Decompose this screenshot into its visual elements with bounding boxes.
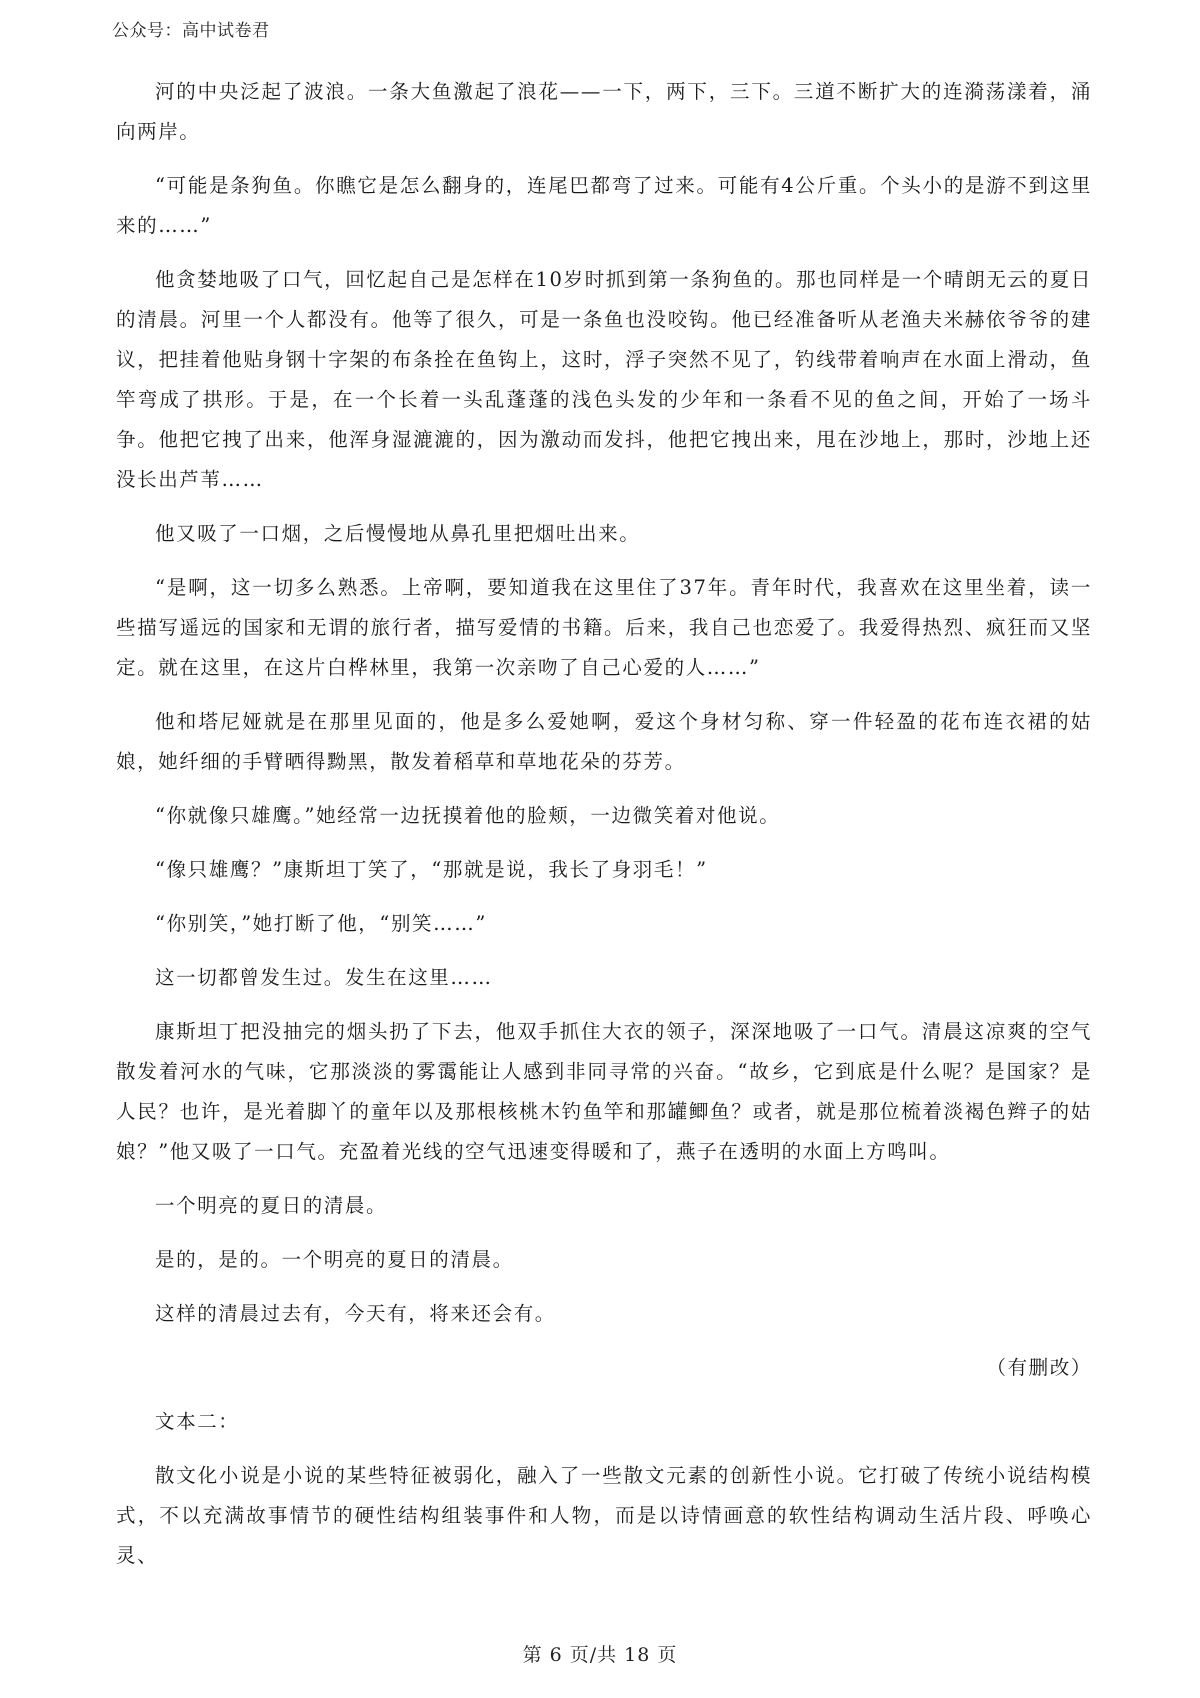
paragraph: 是的，是的。一个明亮的夏日的清晨。 xyxy=(155,1248,514,1271)
page-number: 第 6 页/共 18 页 xyxy=(522,1644,678,1666)
paragraph: 他又吸了一口烟，之后慢慢地从鼻孔里把烟吐出来。 xyxy=(155,522,641,545)
document-body xyxy=(116,72,1092,1590)
paragraph: 康斯坦丁把没抽完的烟头扔了下去，他双手抓住大衣的领子，深深地吸了一口气。清晨这凉爽的空气散发着河水的气味，它那淡淡的雾霭能让人感到非同寻常的兴奋。“故乡，它到底是什么呢？是国家？是人民？也许，是光着脚丫的童年以及那根核桃木钓鱼竿和那罐鲫鱼？或者，就是那位梳着淡褐色辫子的姑娘？”他又吸了一口气。充盈着光线的空气迅速变得暖和了，燕子在透明的水面上方鸣叫。 xyxy=(116,1020,1092,1163)
paragraph: 一个明亮的夏日的清晨。 xyxy=(155,1194,388,1217)
paragraph: 河的中央泛起了波浪。一条大鱼激起了浪花——一下，两下，三下。三道不断扩大的连漪荡漾着，涌向两岸。 xyxy=(116,80,1092,143)
paragraph: 散文化小说是小说的某些特征被弱化，融入了一些散文元素的创新性小说。它打破了传统小说结构模式，不以充满故事情节的硬性结构组装事件和人物，而是以诗情画意的软性结构调动生活片段、呼唤心灵、 xyxy=(116,1464,1092,1567)
paragraph: “是啊，这一切多么熟悉。上帝啊，要知道我在这里住了37年。青年时代，我喜欢在这里坐着，读一些描写遥远的国家和无谓的旅行者，描写爱情的书籍。后来，我自己也恋爱了。我爱得热烈、疯狂而又坚定。就在这里，在这片白桦林里，我第一次亲吻了自己心爱的人……” xyxy=(116,576,1092,679)
paragraph: “你就像只雄鹰。”她经常一边抚摸着他的脸颊，一边微笑着对他说。 xyxy=(155,804,781,827)
paragraph: “可能是条狗鱼。你瞧它是怎么翻身的，连尾巴都弯了过来。可能有4公斤重。个头小的是游不到这里来的……” xyxy=(116,174,1092,237)
paragraph: 他贪婪地吸了口气，回忆起自己是怎样在10岁时抓到第一条狗鱼的。那也同样是一个晴朗无云的夏日的清晨。河里一个人都没有。他等了很久，可是一条鱼也没咬钩。他已经准备听从老渔夫米赫依爷爷的建议，把挂着他贴身钢十字架的布条拴在鱼钩上，这时，浮子突然不见了，钓线带着响声在水面上滑动，鱼竿弯成了拱形。于是，在一个长着一头乱蓬蓬的浅色头发的少年和一条看不见的鱼之间，开始了一场斗争。他把它拽了出来，他浑身湿漉漉的，因为激动而发抖，他把它拽出来，甩在沙地上，那时，沙地上还没长出芦苇…… xyxy=(116,268,1092,491)
page-header: 公众号：高中试卷君 xyxy=(112,21,270,41)
section-heading: 文本二： xyxy=(155,1410,240,1433)
paragraph: “你别笑，”她打断了他，“别笑……” xyxy=(155,912,487,935)
paragraph: “像只雄鹰？”康斯坦丁笑了，“那就是说，我长了身羽毛！” xyxy=(155,858,708,881)
source-note: （有删改） xyxy=(986,1356,1092,1379)
paragraph: 这样的清晨过去有，今天有，将来还会有。 xyxy=(155,1302,556,1325)
paragraph: 他和塔尼娅就是在那里见面的，他是多么爱她啊，爱这个身材匀称、穿一件轻盈的花布连衣裙的姑娘，她纤细的手臂晒得黝黑，散发着稻草和草地花朵的芬芳。 xyxy=(116,710,1092,773)
paragraph: 这一切都曾发生过。发生在这里…… xyxy=(155,966,493,989)
